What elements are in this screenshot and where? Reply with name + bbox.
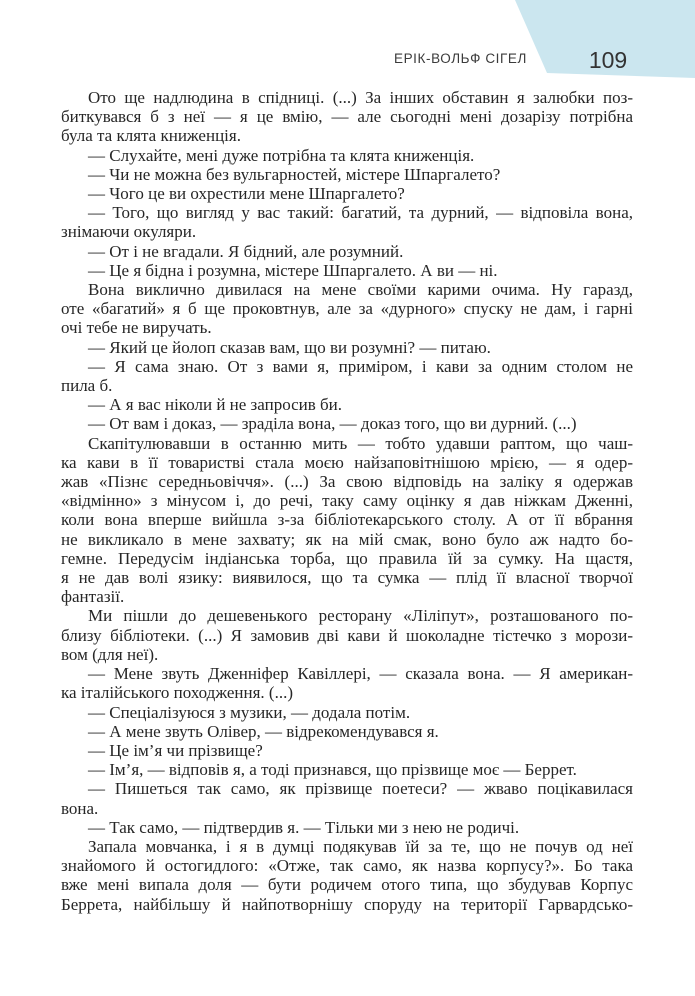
paragraph bbox=[61, 703, 633, 722]
text-line: пила б. bbox=[61, 376, 113, 396]
text-line: — От вам і доказ, — зраділа вона, — доказ того, що ви дурний. (...) bbox=[88, 414, 577, 434]
paragraph bbox=[61, 280, 633, 338]
text-line: — Мене звуть Дженніфер Кавіллері, — сказала вона. — Я американ- bbox=[88, 664, 633, 684]
paragraph bbox=[61, 434, 633, 607]
text-line: гемне. Передусім індіанська торба, що правила їй за сумку. На щастя, bbox=[61, 548, 633, 568]
text-line: близу бібліотеки. (...) Я замовив дві кави й шоколадне тістечко з морози- bbox=[61, 625, 633, 645]
text-line: — Який це йолоп сказав вам, що ви розумні? — питаю. bbox=[88, 337, 491, 357]
text-line: я не дав волі язику: виявилося, що та сумка — плід її власної творчої bbox=[61, 568, 633, 588]
text-line: Ото ще надлюдина в спідниці. (...) За інших обставин я залюбки поз- bbox=[88, 88, 633, 107]
text-line: оте «багатий» я б ще проковтнув, але за «дурного» спуску не дам, і гарні bbox=[61, 299, 633, 319]
text-line: — Так само, — підтвердив я. — Тільки ми з нею не родичі. bbox=[88, 817, 520, 837]
text-line: Запала мовчанка, і я в думці подякував їй за те, що не почув од неї bbox=[88, 836, 633, 856]
text-line: очі тебе не виручать. bbox=[61, 318, 212, 338]
text-line: — Ім’я, — відповів я, а тоді признався, що прізвище моє — Беррет. bbox=[88, 760, 577, 780]
paragraph bbox=[61, 203, 633, 241]
text-line: — Слухайте, мені дуже потрібна та клята книженція. bbox=[88, 145, 475, 165]
text-line: — Це ім’я чи прізвище? bbox=[88, 740, 263, 760]
text-line: не викликало в мене захвату; як на мій смак, воно було аж надто бо- bbox=[61, 529, 633, 549]
paragraph bbox=[61, 818, 633, 837]
paragraph bbox=[61, 760, 633, 779]
text-line: — А я вас ніколи й не запросив би. bbox=[88, 395, 343, 415]
text-line: знайомого й остогидлого: «Отже, так само, як назва корпусу?». Бо така bbox=[61, 856, 633, 876]
paragraph bbox=[61, 184, 633, 203]
paragraph bbox=[61, 741, 633, 760]
text-line: «відмінно» з мінусом і, до речі, таку саму оцінку я дав ніжкам Дженні, bbox=[61, 491, 633, 511]
text-line: ка італійського походження. (...) bbox=[61, 683, 293, 703]
page-number: 109 bbox=[588, 47, 628, 73]
text-line: Беррета, найбільшу й найпотворнішу споруду на території Гарвардсько- bbox=[61, 894, 633, 914]
running-head-author: ЕРІК-ВОЛЬФ СІГЕЛ bbox=[393, 51, 527, 66]
text-line: ка кави в її товаристві стала моєю найзаповітнішою мрією, — я одер- bbox=[61, 452, 633, 472]
text-line: вже мені випала доля — бути родичем отого типа, що збудував Корпус bbox=[61, 875, 633, 895]
text-line: була та клята книженція. bbox=[61, 126, 241, 146]
text-line: — Пишеться так само, як прізвище поетеси? — жваво поцікавилася bbox=[88, 779, 633, 799]
text-line: вона. bbox=[61, 798, 99, 818]
paragraph bbox=[61, 395, 633, 414]
paragraph bbox=[61, 357, 633, 395]
text-line: знімаючи окуляри. bbox=[61, 222, 197, 242]
paragraph bbox=[61, 779, 633, 817]
text-line: — А мене звуть Олівер, — відрекомендувався я. bbox=[88, 721, 439, 741]
paragraph bbox=[61, 664, 633, 702]
text-line: — Того, що вигляд у вас такий: багатий, та дурний, — відповіла вона, bbox=[88, 203, 633, 223]
paragraph bbox=[61, 146, 633, 165]
text-line: жав «Пізнє середньовіччя». (...) За свою відповідь на заліку я одержав bbox=[61, 472, 633, 492]
text-line: — Це я бідна і розумна, містере Шпаргалето. А ви — ні. bbox=[88, 260, 498, 280]
paragraph bbox=[61, 414, 633, 433]
paragraph bbox=[61, 242, 633, 261]
text-line: — Спеціалізуюся з музики, — додала потім. bbox=[88, 702, 411, 722]
paragraph bbox=[61, 165, 633, 184]
text-line: Скапітулювавши в останню мить — тобто удавши раптом, що чаш- bbox=[88, 433, 633, 453]
paragraph bbox=[61, 722, 633, 741]
text-line: биткувався б з неї — я це вмію, — але сьогодні мені дозарізу потрібна bbox=[61, 107, 633, 127]
text-line: Ми пішли до дешевенького ресторану «Ліліпут», розташованого по- bbox=[88, 606, 633, 626]
text-line: — Чи не можна без вульгарностей, містере Шпаргалето? bbox=[88, 164, 501, 184]
text-line: Вона виклично дивилася на мене своїми карими очима. Ну гаразд, bbox=[88, 280, 633, 300]
page-text bbox=[61, 88, 633, 914]
text-line: коли вона вперше вийшла з-за бібліотекарського столу. А от її вбрання bbox=[61, 510, 633, 530]
text-line: — От і не вгадали. Я бідний, але розумний. bbox=[88, 241, 404, 261]
paragraph bbox=[61, 88, 633, 146]
text-line: фантазії. bbox=[61, 587, 125, 607]
text-line: — Я сама знаю. От з вами я, приміром, і кави за одним столом не bbox=[88, 356, 633, 376]
paragraph bbox=[61, 338, 633, 357]
paragraph bbox=[61, 837, 633, 914]
text-line: — Чого це ви охрестили мене Шпаргалето? bbox=[88, 184, 405, 204]
text-line: вом (для неї). bbox=[61, 644, 159, 664]
paragraph bbox=[61, 606, 633, 664]
paragraph bbox=[61, 261, 633, 280]
